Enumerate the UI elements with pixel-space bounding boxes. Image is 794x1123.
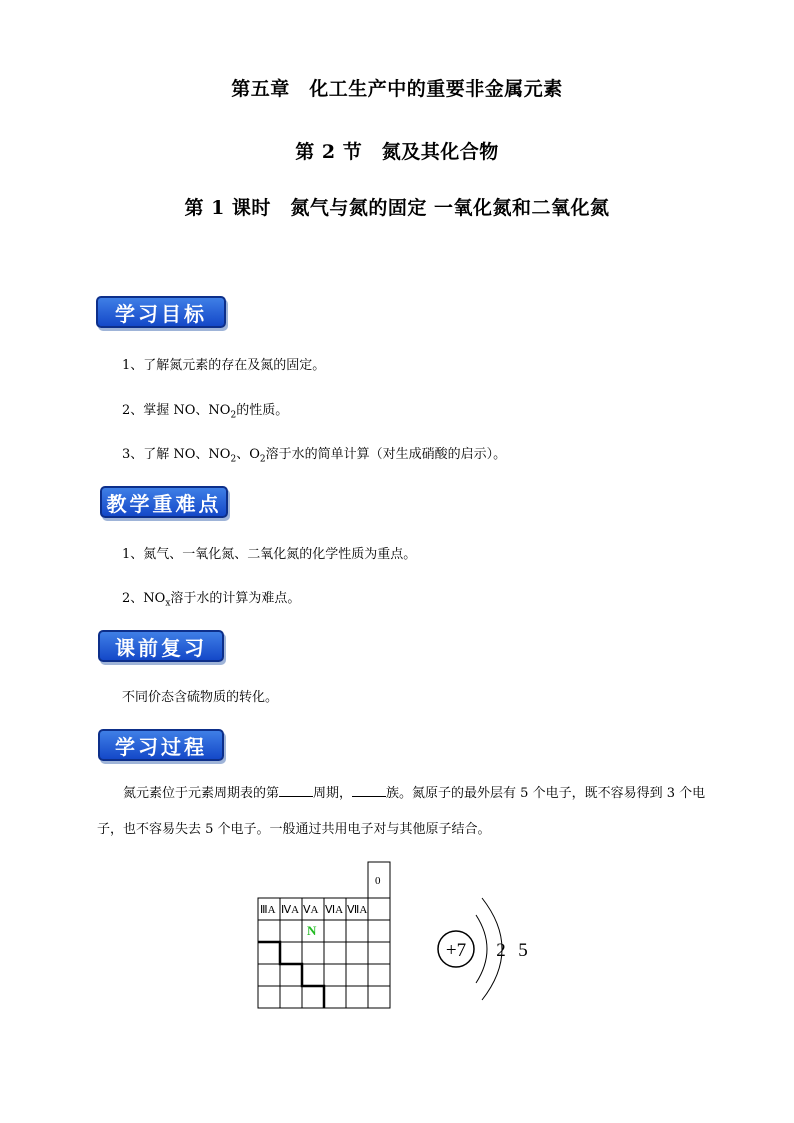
periodic-cell (368, 898, 390, 920)
periodic-cell (324, 942, 346, 964)
difficulty-item-2: 2、$NO_x$溶于水的计算为难点。 (122, 591, 301, 609)
chapter-title: 第五章 化工生产中的重要非金属元素 (231, 78, 563, 100)
periodic-cell (346, 964, 368, 986)
group-header-5a: ⅤA (303, 904, 319, 916)
periodic-table-fragment (258, 862, 390, 1008)
element-n: N (307, 923, 317, 938)
periodic-cell (346, 942, 368, 964)
periodic-cell (368, 920, 390, 942)
periodic-cell (302, 942, 324, 964)
periodic-cell (302, 964, 324, 986)
review-badge: 课前复习 (98, 630, 224, 662)
periodic-cell (324, 986, 346, 1008)
group-header-3a: ⅢA (260, 904, 276, 916)
periodic-cell (346, 920, 368, 942)
periodic-cell (258, 920, 280, 942)
objective-item-2: 2、掌握 NO、$NO_2$的性质。 (122, 403, 289, 421)
review-text: 不同价态含硫物质的转化。 (122, 690, 279, 705)
process-paragraph: 氮元素位于元素周期表的第 周期， 族。氮原子的最外层有 5 个电子，既不容易得到 3 个电子，也不容易失去 5 个电子。一般通过共用电子对与其他原子结合。 (97, 776, 707, 848)
blank-period[interactable] (279, 783, 313, 797)
periodic-cell (302, 986, 324, 1008)
difficulties-badge: 教学重难点 (100, 486, 228, 518)
periodic-cell (368, 964, 390, 986)
periodic-cell (368, 986, 390, 1008)
periodic-cell (346, 986, 368, 1008)
blank-group[interactable] (352, 783, 386, 797)
nucleus-charge: +7 (445, 940, 467, 961)
periodic-cell (280, 942, 302, 964)
atom-structure-diagram (438, 898, 528, 1000)
periodic-cell (280, 920, 302, 942)
section-title: 第 2 节 氮及其化合物 (295, 141, 499, 163)
group-header-4a: ⅣA (281, 904, 300, 916)
difficulty-item-1: 1、氮气、一氧化氮、二氧化氮的化学性质为重点。 (122, 547, 417, 562)
objective-item-1: 1、了解氮元素的存在及氮的固定。 (122, 358, 326, 373)
group-header-0: 0 (375, 875, 381, 887)
periodic-cell (368, 942, 390, 964)
group-header-6a: ⅥA (325, 904, 344, 916)
periodic-cell (324, 920, 346, 942)
lesson-title: 第 1 课时 氮气与氮的固定 一氧化氮和二氧化氮 (184, 197, 610, 219)
periodic-cell (324, 964, 346, 986)
shell2-electrons: 5 (518, 940, 528, 961)
objectives-badge: 学习目标 (96, 296, 226, 328)
nitrogen-figure (250, 860, 550, 1020)
periodic-cell (258, 986, 280, 1008)
objective-item-3: 3、了解 NO、$NO_2$、$O_2$溶于水的简单计算（对生成硝酸的启示）。 (122, 447, 507, 465)
periodic-cell (280, 986, 302, 1008)
process-badge: 学习过程 (98, 729, 224, 761)
periodic-cell (280, 964, 302, 986)
shell1-electrons: 2 (496, 940, 506, 961)
periodic-cell (258, 942, 280, 964)
periodic-cell (258, 964, 280, 986)
shell-arc-1 (476, 915, 487, 983)
group-header-7a: ⅦA (347, 904, 368, 916)
